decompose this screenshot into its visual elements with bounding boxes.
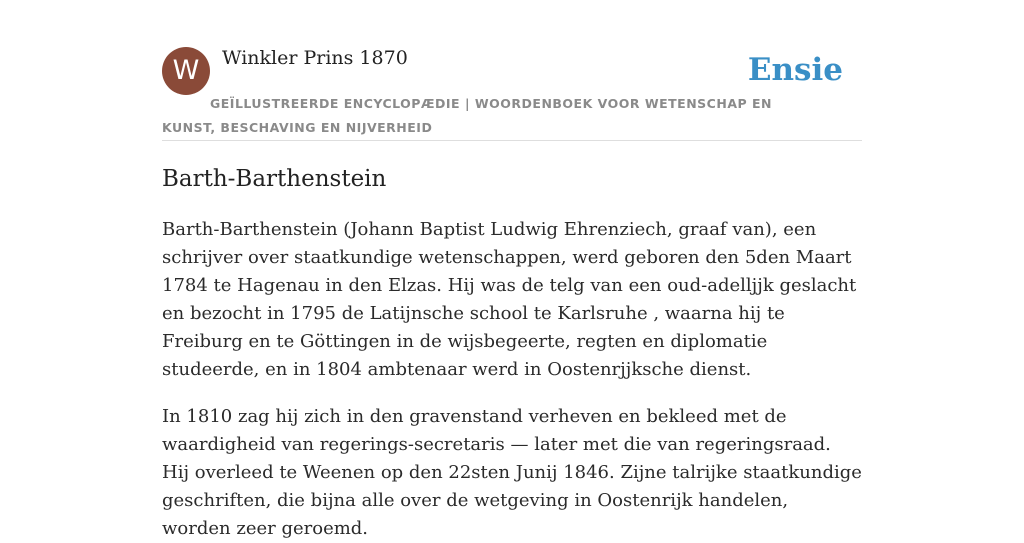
article-paragraph: In 1810 zag hij zich in den gravenstand verheven en bekleed met de waardigheid van regerings-secretaris — later met die van regeringsraad. Hij overleed te Weenen op den 22sten Junij 1846. Zijne talrijke staatkundige geschriften, die bijna alle over de wetgeving in Oostenrijk handelen, worden zeer geroemd. xyxy=(162,406,862,539)
source-subtitle: GEÏLLUSTREERDE ENCYCLOPÆDIE | WOORDENBOEK VOOR WETENSCHAP EN KUNST, BESCHAVING EN NIJVERHEID xyxy=(162,96,773,135)
article-headword: Barth-Barthenstein xyxy=(162,166,387,192)
ensie-logo-link[interactable]: Ensie xyxy=(747,52,843,88)
page-header xyxy=(162,46,862,141)
source-title-link[interactable]: Winkler Prins 1870 xyxy=(222,47,408,69)
source-avatar[interactable]: W xyxy=(162,47,210,95)
article-paragraph: Barth-Barthenstein (Johann Baptist Ludwig Ehrenziech, graaf van), een schrijver over staatkundige wetenschappen, werd geboren den 5den Maart 1784 te Hagenau in den Elzas. Hij was de telg van een oud-adelljjk geslacht en bezocht in 1795 de Latijnsche school te Karlsruhe , waarna hij te Freiburg en te Göttingen in de wijsbegeerte, regten en diplomatie studeerde, en in 1804 ambtenaar werd in Oostenrjjksche dienst. xyxy=(162,219,857,380)
article xyxy=(162,162,872,543)
